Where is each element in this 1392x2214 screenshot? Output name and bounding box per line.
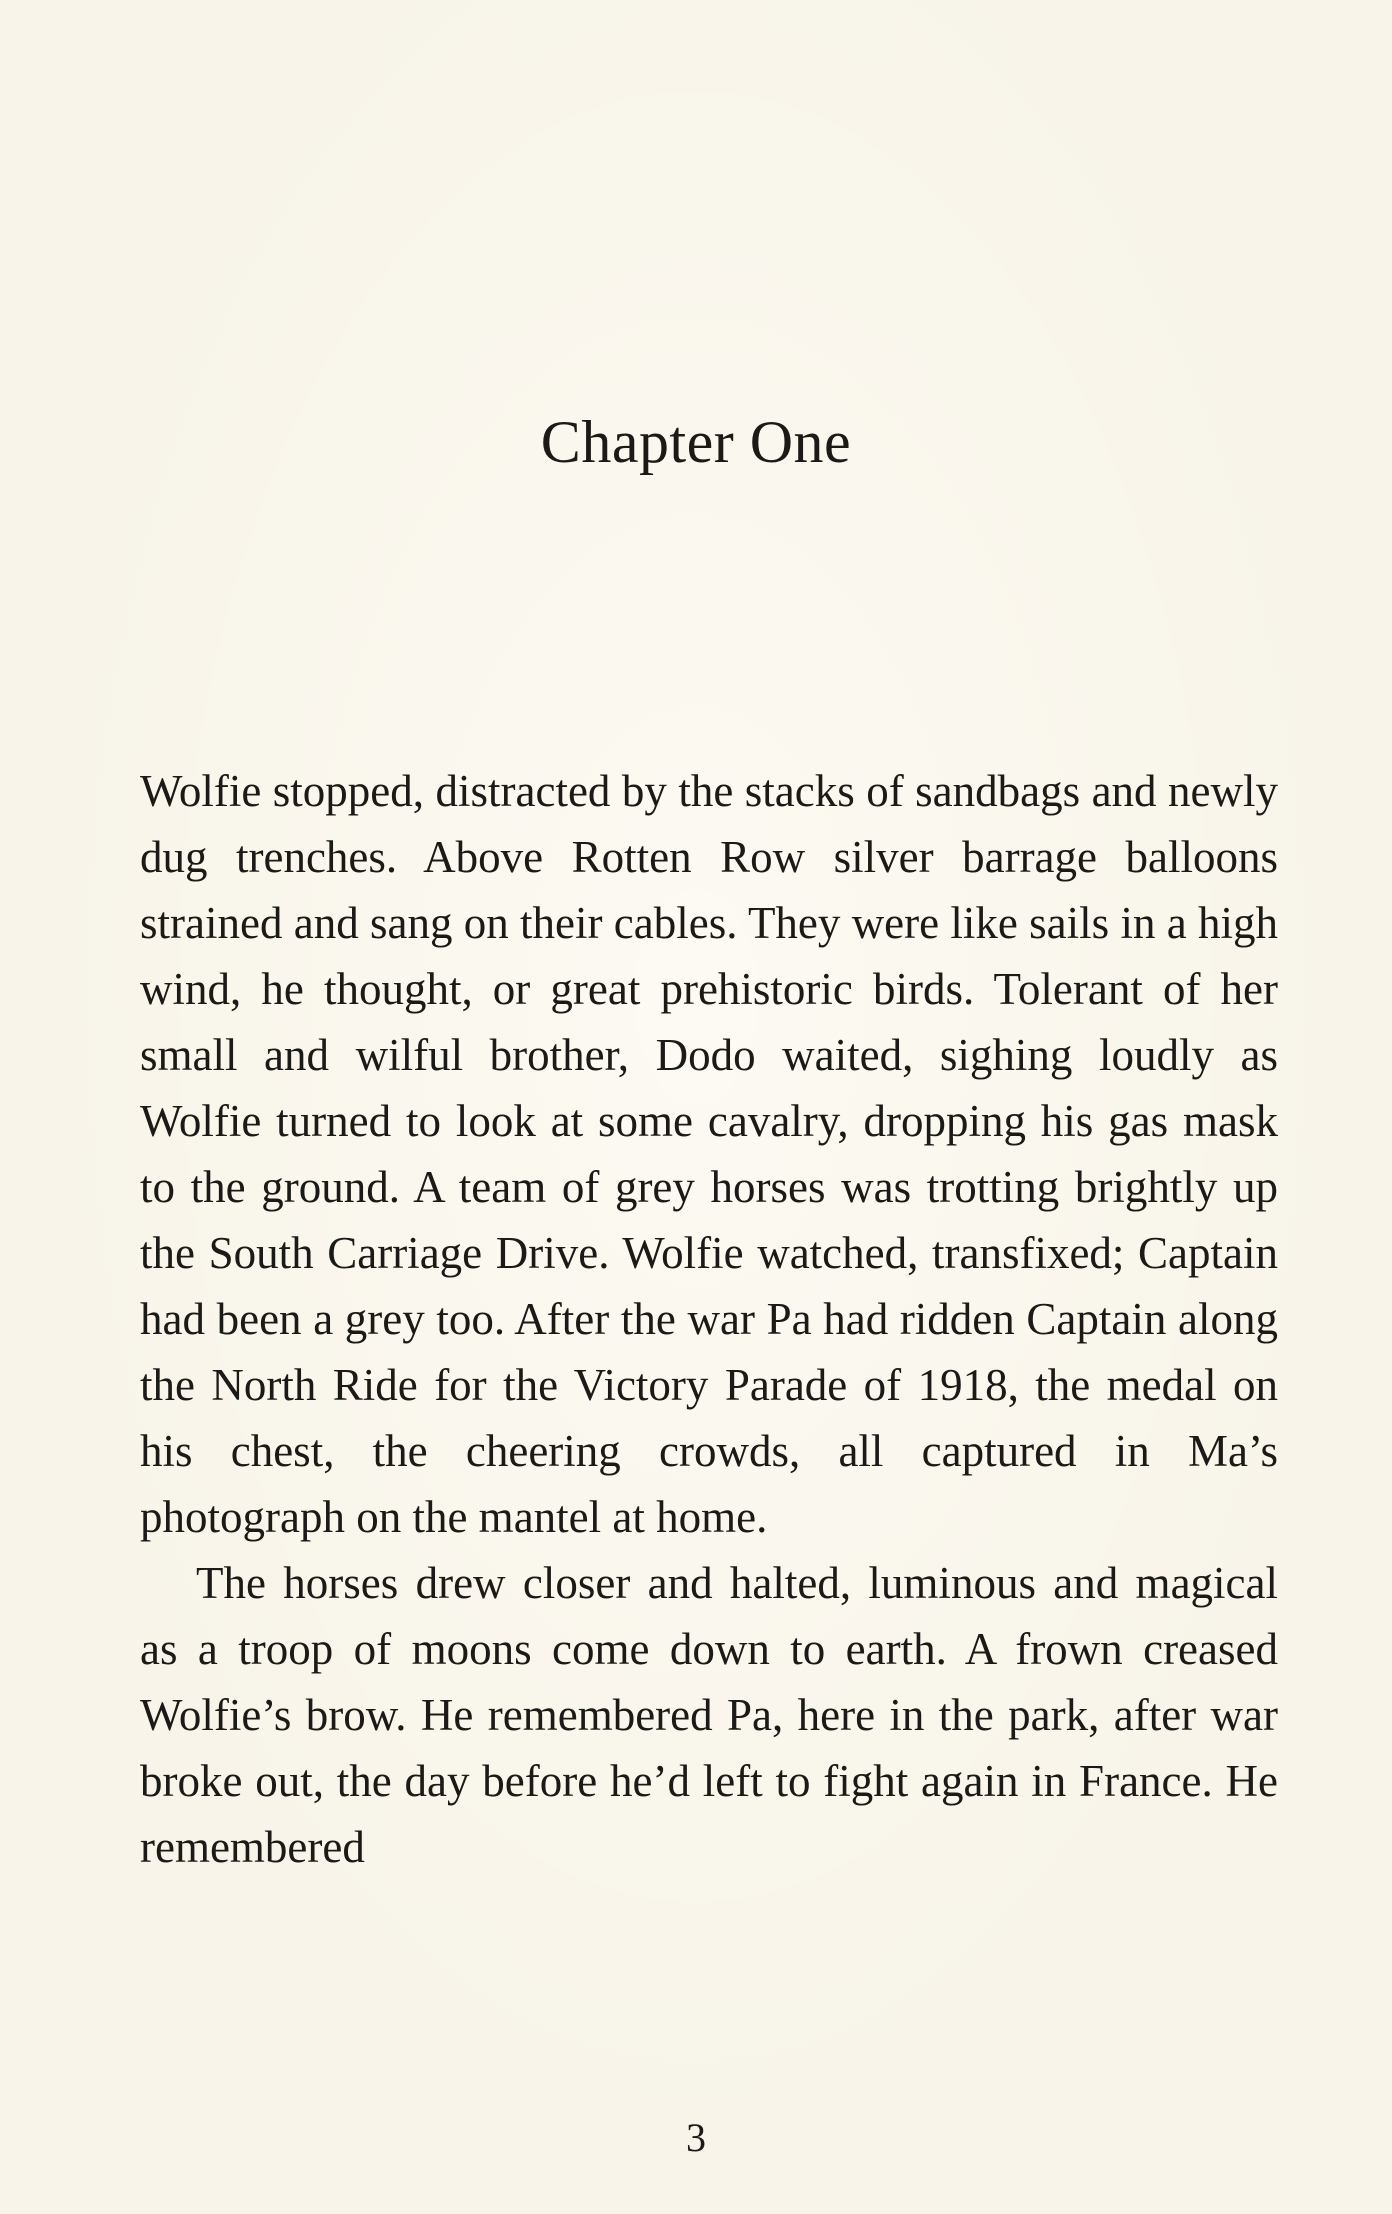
chapter-title: Chapter One bbox=[540, 409, 852, 475]
chapter-body bbox=[140, 758, 1278, 1880]
page-number: 3 bbox=[686, 2115, 706, 2160]
paragraph-1: Wolfie stopped, distracted by the stacks of sandbags and newly dug trenches. Above Rotten Row silver barrage balloons strained and sang on their cables. They were like sails in a high wind, he thought, or great prehistoric birds. Tolerant of her small and wilful brother, Dodo waited, sighing loudly as Wolfie turned to look at some cavalry, dropping his gas mask to the ground. A team of grey horses was trotting brightly up the South Carriage Drive. Wolfie watched, transfixed; Captain had been a grey too. After the war Pa had ridden Captain along the North Ride for the Victory Parade of 1918, the medal on his chest, the cheering crowds, all captured in Ma’s photograph on the mantel at home. bbox=[140, 766, 1278, 1542]
paragraph-2: The horses drew closer and halted, luminous and magical as a troop of moons come down to earth. A frown creased Wolfie’s brow. He remembered Pa, here in the park, after war broke out, the day before he’d left to fight again in France. He remembered bbox=[140, 1558, 1278, 1872]
